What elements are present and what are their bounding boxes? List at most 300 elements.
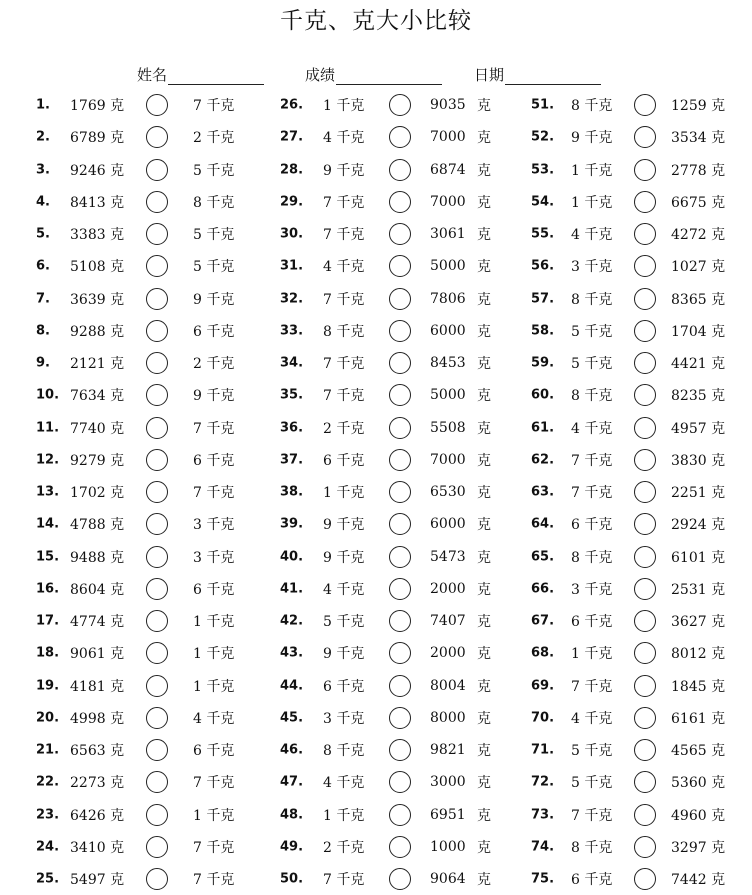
left-quantity: 8413 克	[70, 194, 125, 211]
right-unit: 克	[477, 549, 491, 566]
problem-number: 59.	[531, 355, 555, 371]
problem-row	[0, 605, 752, 637]
right-quantity: 7000	[430, 129, 466, 146]
left-quantity: 1 千克	[323, 485, 365, 502]
left-quantity: 8604 克	[70, 581, 125, 598]
problem-row	[0, 444, 752, 476]
right-quantity: 4 千克	[193, 710, 235, 727]
left-quantity: 8 千克	[571, 549, 613, 566]
right-quantity: 1259 克	[671, 98, 726, 115]
left-quantity: 3 千克	[571, 259, 613, 276]
answer-circle[interactable]	[634, 546, 656, 568]
name-blank[interactable]	[168, 68, 264, 85]
problem-number: 15.	[36, 549, 60, 565]
right-quantity: 3061	[430, 226, 466, 243]
right-quantity: 8 千克	[193, 194, 235, 211]
left-quantity: 6 千克	[571, 614, 613, 631]
right-quantity: 9035	[430, 97, 466, 114]
left-quantity: 6789 克	[70, 130, 125, 147]
right-quantity: 8235 克	[671, 388, 726, 405]
left-quantity: 6 千克	[323, 452, 365, 469]
answer-circle[interactable]	[634, 578, 656, 600]
right-quantity: 7 千克	[193, 485, 235, 502]
problem-row	[0, 573, 752, 605]
problem-number: 16.	[36, 581, 60, 597]
problem-number: 45.	[280, 710, 304, 726]
problem-number: 29.	[280, 194, 304, 210]
problem-row	[0, 766, 752, 798]
problem-number: 52.	[531, 129, 555, 145]
problem-number: 72.	[531, 774, 555, 790]
left-quantity: 7 千克	[323, 194, 365, 211]
right-quantity: 6161 克	[671, 710, 726, 727]
left-quantity: 3 千克	[571, 581, 613, 598]
left-quantity: 3639 克	[70, 291, 125, 308]
left-quantity: 5 千克	[571, 356, 613, 373]
right-unit: 克	[477, 807, 491, 824]
right-quantity: 7 千克	[193, 420, 235, 437]
left-quantity: 8 千克	[571, 98, 613, 115]
problem-number: 56.	[531, 258, 555, 274]
right-quantity: 6000	[430, 322, 466, 339]
name-field	[137, 64, 264, 85]
answer-circle[interactable]	[634, 288, 656, 310]
problem-number: 7.	[36, 291, 50, 307]
problem-number: 32.	[280, 291, 304, 307]
right-quantity: 6 千克	[193, 581, 235, 598]
answer-circle[interactable]	[634, 739, 656, 761]
right-quantity: 3627 克	[671, 614, 726, 631]
left-quantity: 7 千克	[571, 678, 613, 695]
name-label: 姓名	[137, 66, 168, 84]
answer-circle[interactable]	[634, 417, 656, 439]
left-quantity: 7 千克	[323, 872, 365, 889]
problem-number: 14.	[36, 516, 60, 532]
problem-row	[0, 250, 752, 282]
problem-row	[0, 315, 752, 347]
right-quantity: 6 千克	[193, 323, 235, 340]
problem-number: 28.	[280, 162, 304, 178]
problem-row	[0, 412, 752, 444]
right-unit: 克	[477, 614, 491, 631]
right-quantity: 4421 克	[671, 356, 726, 373]
problem-number: 4.	[36, 194, 50, 210]
problem-number: 42.	[280, 613, 304, 629]
right-quantity: 3297 克	[671, 839, 726, 856]
right-quantity: 6101 克	[671, 549, 726, 566]
left-quantity: 1769 克	[70, 98, 125, 115]
problem-number: 70.	[531, 710, 555, 726]
right-unit: 克	[477, 517, 491, 534]
problem-row	[0, 734, 752, 766]
problem-number: 71.	[531, 742, 555, 758]
right-quantity: 6530	[430, 484, 466, 501]
problem-number: 8.	[36, 323, 50, 339]
problem-row	[0, 347, 752, 379]
problem-row	[0, 89, 752, 121]
left-quantity: 1 千克	[571, 162, 613, 179]
score-label: 成绩	[305, 66, 336, 84]
right-quantity: 7 千克	[193, 872, 235, 889]
right-unit: 克	[477, 323, 491, 340]
right-quantity: 2 千克	[193, 356, 235, 373]
right-quantity: 5000	[430, 387, 466, 404]
right-unit: 克	[477, 646, 491, 663]
problem-number: 27.	[280, 129, 304, 145]
right-quantity: 3000	[430, 774, 466, 791]
answer-circle[interactable]	[634, 126, 656, 148]
left-quantity: 5 千克	[571, 743, 613, 760]
problem-number: 20.	[36, 710, 60, 726]
right-quantity: 8365 克	[671, 291, 726, 308]
problem-row	[0, 476, 752, 508]
right-quantity: 9821	[430, 742, 466, 759]
left-quantity: 7 千克	[323, 227, 365, 244]
problem-number: 25.	[36, 871, 60, 887]
right-quantity: 5360 克	[671, 775, 726, 792]
left-quantity: 3410 克	[70, 839, 125, 856]
right-quantity: 6675 克	[671, 194, 726, 211]
problem-row	[0, 637, 752, 669]
right-quantity: 7 千克	[193, 839, 235, 856]
left-quantity: 2273 克	[70, 775, 125, 792]
problem-number: 3.	[36, 162, 50, 178]
left-quantity: 8 千克	[323, 323, 365, 340]
problem-number: 46.	[280, 742, 304, 758]
right-quantity: 2531 克	[671, 581, 726, 598]
right-quantity: 1845 克	[671, 678, 726, 695]
right-quantity: 2 千克	[193, 130, 235, 147]
right-quantity: 5 千克	[193, 162, 235, 179]
right-unit: 克	[477, 291, 491, 308]
left-quantity: 9279 克	[70, 452, 125, 469]
answer-circle[interactable]	[634, 868, 656, 890]
answer-circle[interactable]	[634, 513, 656, 535]
right-unit: 克	[477, 356, 491, 373]
right-quantity: 5508	[430, 419, 466, 436]
problem-number: 36.	[280, 420, 304, 436]
answer-circle[interactable]	[634, 159, 656, 181]
right-quantity: 8004	[430, 677, 466, 694]
problem-row	[0, 121, 752, 153]
problem-number: 39.	[280, 516, 304, 532]
right-unit: 克	[477, 162, 491, 179]
left-quantity: 2 千克	[323, 839, 365, 856]
right-quantity: 1 千克	[193, 678, 235, 695]
left-quantity: 8 千克	[323, 743, 365, 760]
right-unit: 克	[477, 227, 491, 244]
right-quantity: 1 千克	[193, 646, 235, 663]
problem-row	[0, 218, 752, 250]
problem-row	[0, 831, 752, 863]
right-quantity: 9 千克	[193, 291, 235, 308]
problem-row	[0, 283, 752, 315]
right-quantity: 6951	[430, 806, 466, 823]
problem-number: 63.	[531, 484, 555, 500]
problem-number: 60.	[531, 387, 555, 403]
left-quantity: 5 千克	[571, 775, 613, 792]
right-unit: 克	[477, 420, 491, 437]
left-quantity: 6 千克	[571, 517, 613, 534]
left-quantity: 9 千克	[323, 646, 365, 663]
problem-number: 2.	[36, 129, 50, 145]
left-quantity: 4774 克	[70, 614, 125, 631]
right-quantity: 9 千克	[193, 388, 235, 405]
answer-circle[interactable]	[634, 675, 656, 697]
right-quantity: 2924 克	[671, 517, 726, 534]
problem-number: 19.	[36, 678, 60, 694]
left-quantity: 8 千克	[571, 388, 613, 405]
right-quantity: 4272 克	[671, 227, 726, 244]
problem-number: 11.	[36, 420, 60, 436]
left-quantity: 1 千克	[323, 98, 365, 115]
problem-number: 24.	[36, 839, 60, 855]
right-quantity: 1 千克	[193, 614, 235, 631]
problem-number: 33.	[280, 323, 304, 339]
problem-number: 62.	[531, 452, 555, 468]
right-unit: 克	[477, 581, 491, 598]
left-quantity: 9288 克	[70, 323, 125, 340]
left-quantity: 4 千克	[323, 775, 365, 792]
right-quantity: 2251 克	[671, 485, 726, 502]
right-quantity: 9064	[430, 871, 466, 888]
right-quantity: 8000	[430, 709, 466, 726]
problem-number: 47.	[280, 774, 304, 790]
right-unit: 克	[477, 678, 491, 695]
problem-number: 75.	[531, 871, 555, 887]
left-quantity: 1702 克	[70, 485, 125, 502]
left-quantity: 9488 克	[70, 549, 125, 566]
problem-number: 61.	[531, 420, 555, 436]
left-quantity: 7740 克	[70, 420, 125, 437]
problem-row	[0, 863, 752, 895]
left-quantity: 5 千克	[571, 323, 613, 340]
right-unit: 克	[477, 710, 491, 727]
problem-number: 57.	[531, 291, 555, 307]
right-quantity: 5 千克	[193, 227, 235, 244]
answer-circle[interactable]	[634, 610, 656, 632]
left-quantity: 4 千克	[323, 581, 365, 598]
right-quantity: 1 千克	[193, 807, 235, 824]
right-quantity: 7442 克	[671, 872, 726, 889]
left-quantity: 5 千克	[323, 614, 365, 631]
problem-row	[0, 702, 752, 734]
problem-number: 5.	[36, 226, 50, 242]
answer-circle[interactable]	[634, 804, 656, 826]
left-quantity: 4 千克	[571, 420, 613, 437]
right-quantity: 3 千克	[193, 549, 235, 566]
left-quantity: 9 千克	[323, 517, 365, 534]
answer-circle[interactable]	[634, 94, 656, 116]
right-quantity: 8453	[430, 355, 466, 372]
problem-number: 49.	[280, 839, 304, 855]
left-quantity: 7 千克	[323, 291, 365, 308]
left-quantity: 6426 克	[70, 807, 125, 824]
problem-number: 23.	[36, 807, 60, 823]
right-quantity: 5473	[430, 548, 466, 565]
right-quantity: 1704 克	[671, 323, 726, 340]
left-quantity: 6563 克	[70, 743, 125, 760]
left-quantity: 9 千克	[323, 162, 365, 179]
problem-number: 68.	[531, 645, 555, 661]
right-quantity: 2000	[430, 645, 466, 662]
problem-number: 43.	[280, 645, 304, 661]
right-quantity: 1000	[430, 838, 466, 855]
right-quantity: 7407	[430, 613, 466, 630]
problem-number: 10.	[36, 387, 60, 403]
left-quantity: 6 千克	[323, 678, 365, 695]
problem-number: 58.	[531, 323, 555, 339]
problem-row	[0, 541, 752, 573]
right-unit: 克	[477, 388, 491, 405]
left-quantity: 4 千克	[571, 710, 613, 727]
answer-circle[interactable]	[634, 320, 656, 342]
answer-circle[interactable]	[634, 223, 656, 245]
problem-row	[0, 799, 752, 831]
left-quantity: 1 千克	[571, 194, 613, 211]
right-quantity: 7000	[430, 193, 466, 210]
left-quantity: 3383 克	[70, 227, 125, 244]
left-quantity: 9 千克	[323, 549, 365, 566]
right-unit: 克	[477, 485, 491, 502]
right-unit: 克	[477, 775, 491, 792]
left-quantity: 1 千克	[571, 646, 613, 663]
right-quantity: 7 千克	[193, 775, 235, 792]
right-unit: 克	[477, 872, 491, 889]
answer-circle[interactable]	[634, 707, 656, 729]
problem-number: 69.	[531, 678, 555, 694]
right-quantity: 5000	[430, 258, 466, 275]
left-quantity: 7 千克	[323, 356, 365, 373]
right-quantity: 7 千克	[193, 98, 235, 115]
problem-number: 64.	[531, 516, 555, 532]
left-quantity: 9 千克	[571, 130, 613, 147]
answer-circle[interactable]	[634, 191, 656, 213]
problem-row	[0, 670, 752, 702]
problem-number: 1.	[36, 97, 50, 113]
date-label: 日期	[474, 66, 505, 84]
left-quantity: 2121 克	[70, 356, 125, 373]
problem-row	[0, 508, 752, 540]
right-quantity: 1027 克	[671, 259, 726, 276]
answer-circle[interactable]	[634, 384, 656, 406]
left-quantity: 7 千克	[323, 388, 365, 405]
problem-number: 21.	[36, 742, 60, 758]
left-quantity: 4 千克	[323, 259, 365, 276]
right-quantity: 7000	[430, 451, 466, 468]
problem-number: 30.	[280, 226, 304, 242]
left-quantity: 7 千克	[571, 807, 613, 824]
problem-number: 9.	[36, 355, 50, 371]
date-blank[interactable]	[505, 68, 601, 85]
left-quantity: 4 千克	[571, 227, 613, 244]
problem-number: 17.	[36, 613, 60, 629]
problem-number: 48.	[280, 807, 304, 823]
answer-circle[interactable]	[634, 771, 656, 793]
right-quantity: 4565 克	[671, 743, 726, 760]
right-quantity: 8012 克	[671, 646, 726, 663]
problem-number: 50.	[280, 871, 304, 887]
answer-circle[interactable]	[634, 642, 656, 664]
problem-number: 54.	[531, 194, 555, 210]
problem-number: 26.	[280, 97, 304, 113]
problem-number: 65.	[531, 549, 555, 565]
right-quantity: 3830 克	[671, 452, 726, 469]
right-quantity: 3 千克	[193, 517, 235, 534]
problem-number: 67.	[531, 613, 555, 629]
right-quantity: 2000	[430, 580, 466, 597]
left-quantity: 4181 克	[70, 678, 125, 695]
problem-number: 55.	[531, 226, 555, 242]
problem-row	[0, 379, 752, 411]
right-quantity: 6 千克	[193, 743, 235, 760]
right-unit: 克	[477, 98, 491, 115]
right-unit: 克	[477, 194, 491, 211]
answer-circle[interactable]	[634, 481, 656, 503]
left-quantity: 4998 克	[70, 710, 125, 727]
right-unit: 克	[477, 130, 491, 147]
right-quantity: 4960 克	[671, 807, 726, 824]
problem-number: 6.	[36, 258, 50, 274]
problem-number: 40.	[280, 549, 304, 565]
right-quantity: 2778 克	[671, 162, 726, 179]
left-quantity: 3 千克	[323, 710, 365, 727]
right-quantity: 3534 克	[671, 130, 726, 147]
problem-row	[0, 154, 752, 186]
problem-number: 51.	[531, 97, 555, 113]
answer-circle[interactable]	[634, 836, 656, 858]
left-quantity: 5497 克	[70, 872, 125, 889]
left-quantity: 7634 克	[70, 388, 125, 405]
problem-number: 13.	[36, 484, 60, 500]
answer-circle[interactable]	[634, 255, 656, 277]
score-field	[305, 64, 442, 85]
problem-number: 12.	[36, 452, 60, 468]
problem-number: 35.	[280, 387, 304, 403]
right-quantity: 4957 克	[671, 420, 726, 437]
right-quantity: 6000	[430, 516, 466, 533]
left-quantity: 9246 克	[70, 162, 125, 179]
left-quantity: 4788 克	[70, 517, 125, 534]
left-quantity: 7 千克	[571, 485, 613, 502]
left-quantity: 8 千克	[571, 291, 613, 308]
problem-number: 38.	[280, 484, 304, 500]
right-quantity: 6 千克	[193, 452, 235, 469]
left-quantity: 6 千克	[571, 872, 613, 889]
answer-circle[interactable]	[634, 449, 656, 471]
problem-column-3	[0, 89, 752, 895]
answer-circle[interactable]	[634, 352, 656, 374]
problem-number: 73.	[531, 807, 555, 823]
problem-number: 34.	[280, 355, 304, 371]
problem-row	[0, 186, 752, 218]
right-quantity: 6874	[430, 161, 466, 178]
date-field	[474, 64, 601, 85]
score-blank[interactable]	[336, 68, 442, 85]
page-title: 千克、克大小比较	[280, 8, 472, 34]
right-unit: 克	[477, 743, 491, 760]
problem-number: 22.	[36, 774, 60, 790]
problem-number: 31.	[280, 258, 304, 274]
left-quantity: 1 千克	[323, 807, 365, 824]
left-quantity: 9061 克	[70, 646, 125, 663]
problem-number: 44.	[280, 678, 304, 694]
problem-number: 74.	[531, 839, 555, 855]
left-quantity: 2 千克	[323, 420, 365, 437]
problem-number: 37.	[280, 452, 304, 468]
left-quantity: 5108 克	[70, 259, 125, 276]
problem-number: 41.	[280, 581, 304, 597]
